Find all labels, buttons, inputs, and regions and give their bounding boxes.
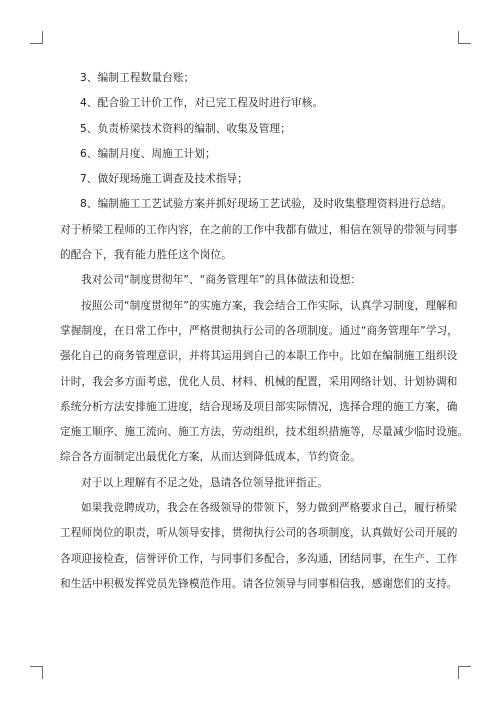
paragraph-line: 强化自己的商务管理意识，并将其运用到自己的本职工作中。比如在编制施工组织设 — [60, 350, 458, 363]
paragraph-line: 的配合下，我有能力胜任这个岗位。 — [60, 249, 232, 262]
paragraph-line: 如果我竞聘成功，我会在各级领导的带领下，努力做到严格要求自己，履行桥梁 — [81, 502, 458, 515]
crop-mark-bottom-left — [30, 666, 43, 679]
crop-mark-bottom-right — [458, 666, 471, 679]
paragraph-line: 和生活中积极发挥党员先锋模范作用。请各位领导与同事相信我，感谢您们的支持。 — [60, 577, 458, 590]
paragraph-line: 掌握制度，在日常工作中，严格贯彻执行公司的各项制度。通过“商务管理年”学习， — [60, 324, 459, 337]
list-item-8: 8、编制施工工艺试验方案并抓好现场工艺试验，及时收集整理资料进行总结。 — [80, 198, 453, 211]
paragraph-line: 对于桥梁工程师的工作内容，在之前的工作中我都有做过，相信在领导的带领与同事 — [60, 223, 458, 236]
crop-mark-top-right — [458, 31, 471, 44]
paragraph-line: 计时，我会多方面考虑，优化人员、材料、机械的配置，采用网络计划、计划协调和 — [60, 375, 458, 388]
paragraph-line: 综合各方面制定出最优化方案，从而达到降低成本，节约资金。 — [60, 451, 361, 464]
list-item-4: 4、配合验工计价工作，对已完工程及时进行审核。 — [80, 97, 324, 110]
list-item-7: 7、做好现场施工调查及技术指导； — [80, 173, 249, 186]
paragraph-line: 定施工顺序、施工流向、施工方法，劳动组织，技术组织措施等，尽量减少临时设施。 — [60, 426, 469, 439]
list-item-5: 5、负责桥梁技术资料的编制、收集及管理； — [80, 122, 292, 135]
paragraph-line: 按照公司“制度贯彻年”的实施方案，我会结合工作实际，认真学习制度，理解和 — [81, 299, 458, 312]
list-item-6: 6、编制月度、周施工计划； — [80, 147, 216, 160]
paragraph-line: 工程师岗位的职责，听从领导安排，贯彻执行公司的各项制度，认真做好公司开展的 — [60, 527, 458, 540]
paragraph-line: 系统分析方法安排施工进度，结合现场及项目部实际情况，选择合理的施工方案，确 — [60, 400, 458, 413]
section-heading: 我对公司“制度贯彻年”、“商务管理年”的具体做法和设想： — [81, 274, 362, 287]
crop-mark-top-left — [30, 31, 43, 44]
document-body — [60, 66, 469, 597]
list-item-3: 3、编制工程数量台账； — [80, 72, 195, 84]
paragraph-line: 各项迎接检查，信誉评价工作，与同事们多配合，多沟通，团结同事，在生产、工作 — [60, 552, 458, 565]
paragraph-line: 对于以上理解有不足之处，恳请各位领导批评指正。 — [81, 476, 329, 489]
